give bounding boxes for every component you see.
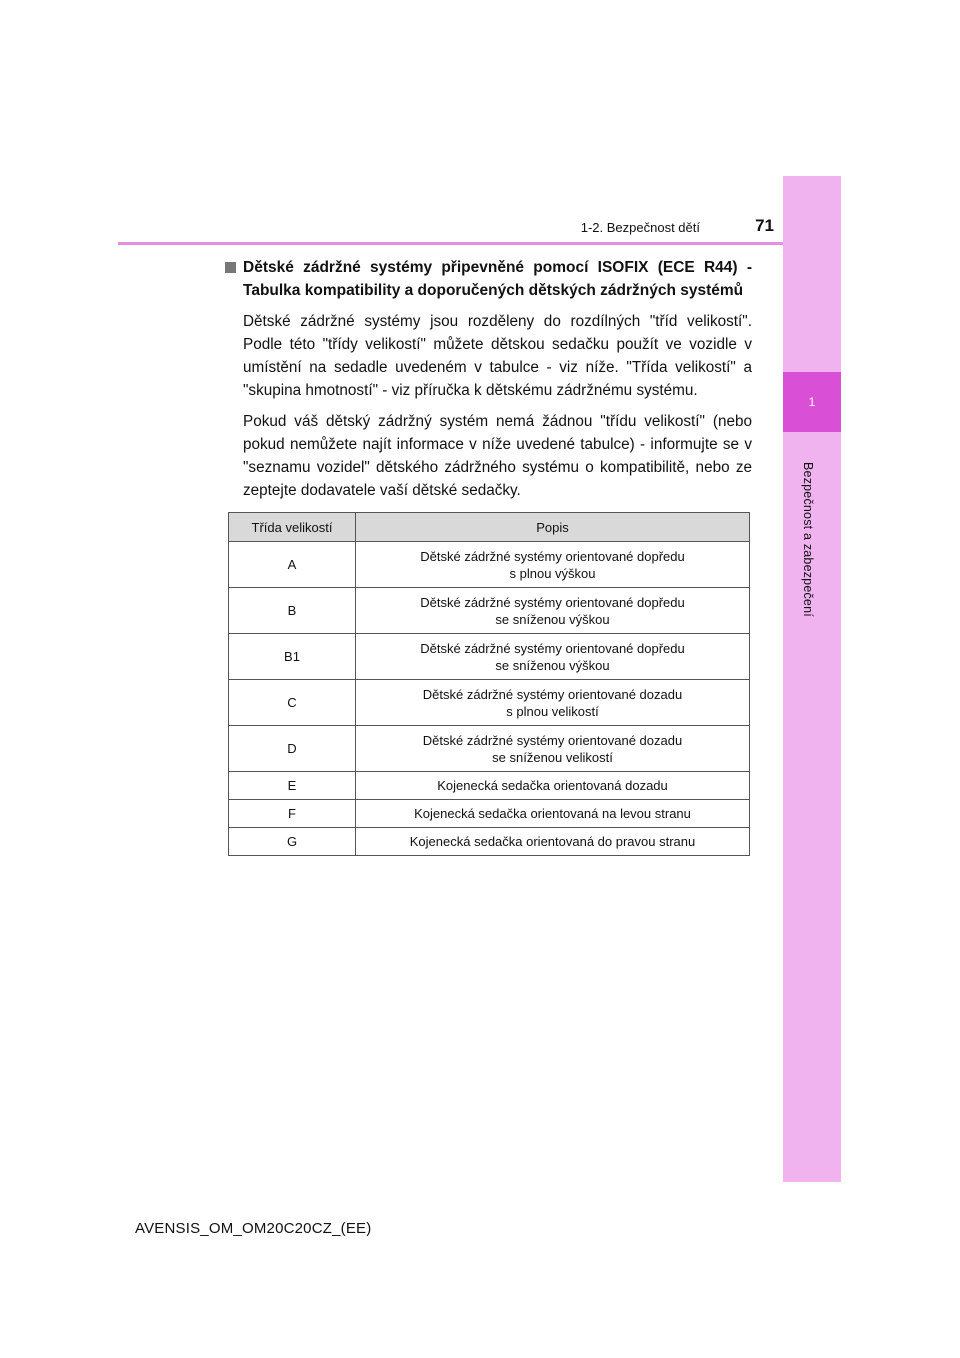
- size-cell: G: [229, 828, 356, 856]
- description-line: s plnou velikostí: [506, 703, 599, 719]
- page-number: 71: [755, 216, 774, 235]
- header-size-class: Třída velikostí: [229, 513, 356, 542]
- chapter-number-tab[interactable]: 1: [783, 372, 841, 432]
- description-line: Dětské zádržné systémy orientované dozadu: [422, 686, 683, 702]
- description-cell: Kojenecká sedačka orientovaná na levou stranu: [356, 800, 750, 828]
- table-row: [229, 726, 750, 772]
- table-row: [229, 828, 750, 856]
- description-cell: Kojenecká sedačka orientovaná do pravou stranu: [356, 828, 750, 856]
- table-row: [229, 772, 750, 800]
- table-row: [229, 680, 750, 726]
- description-cell: [356, 726, 750, 772]
- description-line: Dětské zádržné systémy orientované dopředu: [420, 548, 685, 564]
- table-header-row: [229, 513, 750, 542]
- size-cell: B: [229, 588, 356, 634]
- section-heading-text: Dětské zádržné systémy připevněné pomocí ISOFIX (ECE R44) - Tabulka kompatibility a doporučených dětských zádržných systémů: [243, 259, 752, 299]
- size-cell: F: [229, 800, 356, 828]
- table-row: [229, 588, 750, 634]
- document-code: AVENSIS_OM_OM20C20CZ_(EE): [135, 1220, 372, 1237]
- description-line: se sníženou výškou: [495, 611, 610, 627]
- description-line: se sníženou velikostí: [492, 749, 613, 765]
- description-line: s plnou výškou: [509, 565, 596, 581]
- main-content: [224, 256, 752, 502]
- description-line: Dětské zádržné systémy orientované dozadu: [422, 732, 683, 748]
- section-title: 1-2. Bezpečnost dětí: [580, 220, 700, 235]
- description-cell: [356, 588, 750, 634]
- description-cell: [356, 542, 750, 588]
- square-bullet-icon: [225, 262, 236, 273]
- description-line: Dětské zádržné systémy orientované dopředu: [420, 640, 685, 656]
- description-cell: [356, 680, 750, 726]
- size-cell: C: [229, 680, 356, 726]
- size-cell: A: [229, 542, 356, 588]
- size-cell: E: [229, 772, 356, 800]
- section-heading: [224, 256, 752, 302]
- table-row: [229, 634, 750, 680]
- paragraph-no-size-class: Pokud váš dětský zádržný systém nemá žádnou "třídu velikostí" (nebo pokud nemůžete najít informace v níže uvedené tabulce) - informujte se v "seznamu vozidel" dětského zádržného systému o kompatibilitě, nebo ze zeptejte dodavatele vaší dětské sedačky.: [243, 413, 752, 499]
- size-class-table: [228, 512, 750, 856]
- description-line: se sníženou výškou: [495, 657, 610, 673]
- description-cell: Kojenecká sedačka orientovaná dozadu: [356, 772, 750, 800]
- table-row: [229, 800, 750, 828]
- chapter-label: Bezpečnost a zabezpečení: [801, 462, 815, 617]
- size-cell: B1: [229, 634, 356, 680]
- header-description: Popis: [356, 513, 750, 542]
- paragraph-size-classes: Dětské zádržné systémy jsou rozděleny do rozdílných "tříd velikostí". Podle této "třídy velikostí" můžete dětskou sedačku použít ve vozidle v umístění na sedadle uvedeném v tabulce - viz níže. "Třída velikostí" a "skupina hmotností" - viz příručka k dětskému zádržnému systému.: [243, 313, 752, 399]
- table-row: [229, 542, 750, 588]
- chapter-side-tab: [783, 176, 841, 1182]
- description-cell: [356, 634, 750, 680]
- description-line: Dětské zádržné systémy orientované dopředu: [420, 594, 685, 610]
- header-divider: [118, 242, 783, 245]
- size-cell: D: [229, 726, 356, 772]
